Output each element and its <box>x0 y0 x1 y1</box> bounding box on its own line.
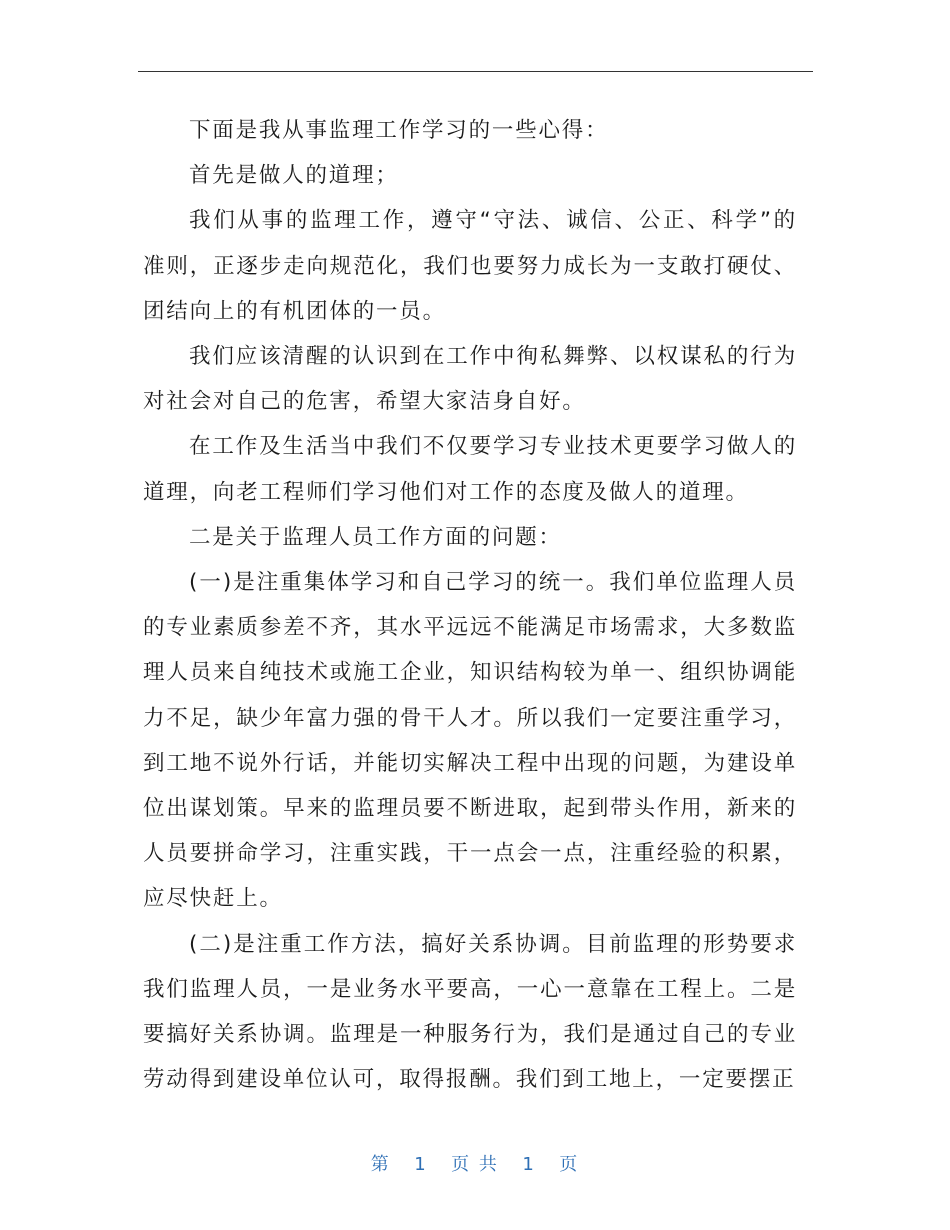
footer-total-pages: 1 <box>522 1154 536 1175</box>
paragraph-2: 首先是做人的道理； <box>189 163 399 189</box>
paragraph-3: 我们从事的监理工作，遵守“守法、诚信、公正、科学”的准则，正逐步走向规范化，我们也要努力成长为一支敢打硬仗、团结向上的有机团体的一员。 <box>143 208 797 324</box>
paragraph-4: 我们应该清醒的认识到在工作中徇私舞弊、以权谋私的行为对社会对自己的危害，希望大家洁身自好。 <box>143 344 797 415</box>
paragraph-1: 下面是我从事监理工作学习的一些心得： <box>189 118 609 143</box>
footer-suffix: 页 <box>559 1154 580 1175</box>
paragraph-6: 二是关于监理人员工作方面的问题： <box>189 524 562 550</box>
footer-middle: 页 共 <box>451 1154 499 1175</box>
paragraph-8: (二)是注重工作方法，搞好关系协调。目前监理的形势要求我们监理人员，一是业务水平要高，一心一意靠在工程上。二是要搞好关系协调。监理是一种服务行为，我们是通过自己的专业劳动得到建设单位认可，取得报酬。我们到工地上，一定要摆正 <box>143 931 797 1093</box>
page-footer <box>0 1150 950 1176</box>
paragraph-7: (一)是注重集体学习和自己学习的统一。我们单位监理人员的专业素质参差不齐，其水平远远不能满足市场需求，大多数监理人员来自纯技术或施工企业，知识结构较为单一、组织协调能力不足，缺少年富力强的骨干人才。所以我们一定要注重学习，到工地不说外行话，并能切实解决工程中出现的问题，为建设单位出谋划策。早来的监理员要不断进取，起到带头作用，新来的人员要拼命学习，注重实践，干一点会一点，注重经验的积累，应尽快赶上。 <box>143 570 797 912</box>
footer-current-page: 1 <box>414 1154 428 1175</box>
footer-prefix: 第 <box>370 1154 391 1175</box>
paragraph-5: 在工作及生活当中我们不仅要学习专业技术更要学习做人的道理，向老工程师们学习他们对工作的态度及做人的道理。 <box>143 434 797 505</box>
document-body <box>143 108 797 1102</box>
header-rule <box>138 71 813 72</box>
